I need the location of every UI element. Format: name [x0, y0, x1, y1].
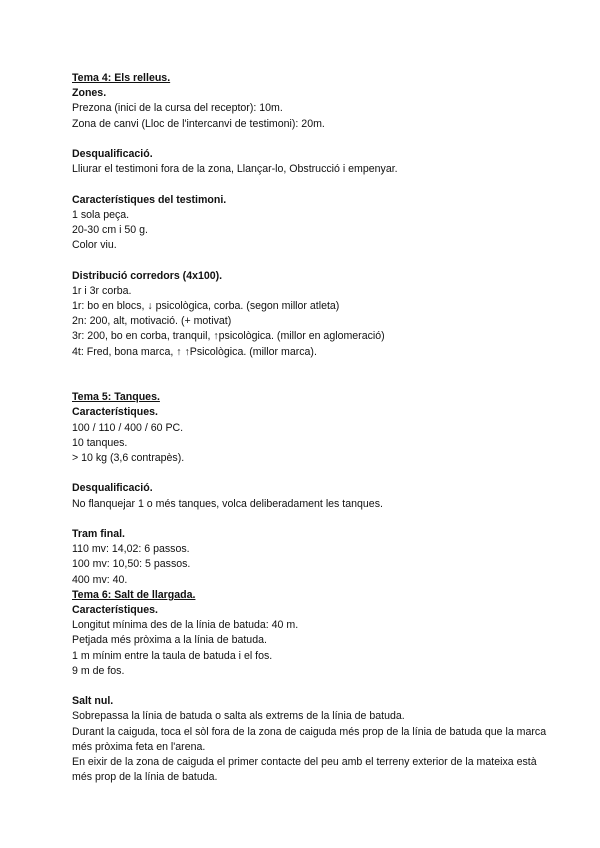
text-line: 9 m de fos. — [72, 664, 125, 677]
text-line: 20-30 cm i 50 g. — [72, 224, 148, 236]
text-line: Zona de canvi (Lloc de l'intercanvi de testimoni): 20m. — [72, 117, 325, 130]
text-line: Durant la caiguda, toca el sòl fora de la zona de caiguda més prop de la línia de batuda que la marca més pròxima feta en l'arena. — [72, 725, 547, 753]
text-line: Prezona (inici de la cursa del receptor): 10m. — [72, 102, 283, 115]
text-line: Longitut mínima des de la línia de batuda: 40 m. — [72, 619, 299, 632]
text-line: 4t: Fred, bona marca, ↑ ↑Psicològica. (millor marca). — [72, 345, 317, 358]
section-zones — [72, 86, 552, 132]
text-line: En eixir de la zona de caiguda el primer contacte del peu amb el terreny exterior de la mateixa està més prop de la línia de batuda. — [72, 756, 537, 784]
topic-5 — [72, 390, 552, 588]
section-heading: Característiques. — [72, 604, 158, 617]
section-tram-final — [72, 527, 552, 588]
text-line: No flanquejar 1 o més tanques, volca deliberadament les tanques. — [72, 497, 383, 510]
section-heading: Tram final. — [72, 528, 125, 540]
text-line: 1 m mínim entre la taula de batuda i el fos. — [72, 649, 273, 662]
text-line: 400 mv: 40. — [72, 573, 128, 586]
text-line: 1r: bo en blocs, ↓ psicològica, corba. (segon millor atleta) — [72, 300, 340, 312]
section-heading: Salt nul. — [72, 695, 114, 708]
text-line: Sobrepassa la línia de batuda o salta als extrems de la línia de batuda. — [72, 710, 405, 723]
section-salt-nul — [72, 694, 552, 785]
text-line: 100 / 110 / 400 / 60 PC. — [72, 421, 184, 434]
section-desqualificacio — [72, 481, 552, 511]
topic-title: Tema 6: Salt de llargada. — [72, 588, 196, 601]
topic-6 — [72, 588, 552, 786]
topic-title: Tema 4: Els relleus. — [72, 72, 171, 84]
text-line: Color viu. — [72, 239, 117, 252]
section-heading: Desqualificació. — [72, 148, 153, 160]
topic-4 — [72, 71, 552, 360]
section-caracteristiques — [72, 405, 552, 466]
text-line: 2n: 200, alt, motivació. (+ motivat) — [72, 315, 232, 328]
text-line: 3r: 200, bo en corba, tranquil, ↑psicològica. (millor en aglomeració) — [72, 330, 385, 343]
document-page — [72, 71, 552, 785]
text-line: > 10 kg (3,6 contrapès). — [72, 452, 185, 465]
section-heading: Desqualificació. — [72, 482, 153, 495]
section-heading: Distribució corredors (4x100). — [72, 269, 223, 282]
topic-title: Tema 5: Tanques. — [72, 391, 160, 404]
section-heading: Característiques. — [72, 406, 158, 419]
section-distribucio-corredors — [72, 269, 552, 360]
text-line: 1r i 3r corba. — [72, 284, 132, 297]
text-line: Lliurar el testimoni fora de la zona, Llançar-lo, Obstrucció i empenyar. — [72, 163, 398, 176]
section-heading: Característiques del testimoni. — [72, 193, 227, 206]
section-caracteristiques — [72, 603, 552, 679]
text-line: 110 mv: 14,02: 6 passos. — [72, 543, 190, 556]
text-line: 100 mv: 10,50: 5 passos. — [72, 558, 191, 571]
text-line: 10 tanques. — [72, 436, 128, 449]
section-heading: Zones. — [72, 87, 107, 100]
text-line: 1 sola peça. — [72, 208, 130, 221]
text-line: Petjada més pròxima a la línia de batuda. — [72, 634, 267, 647]
section-caracteristiques-testimoni — [72, 193, 552, 254]
section-desqualificacio — [72, 147, 552, 177]
